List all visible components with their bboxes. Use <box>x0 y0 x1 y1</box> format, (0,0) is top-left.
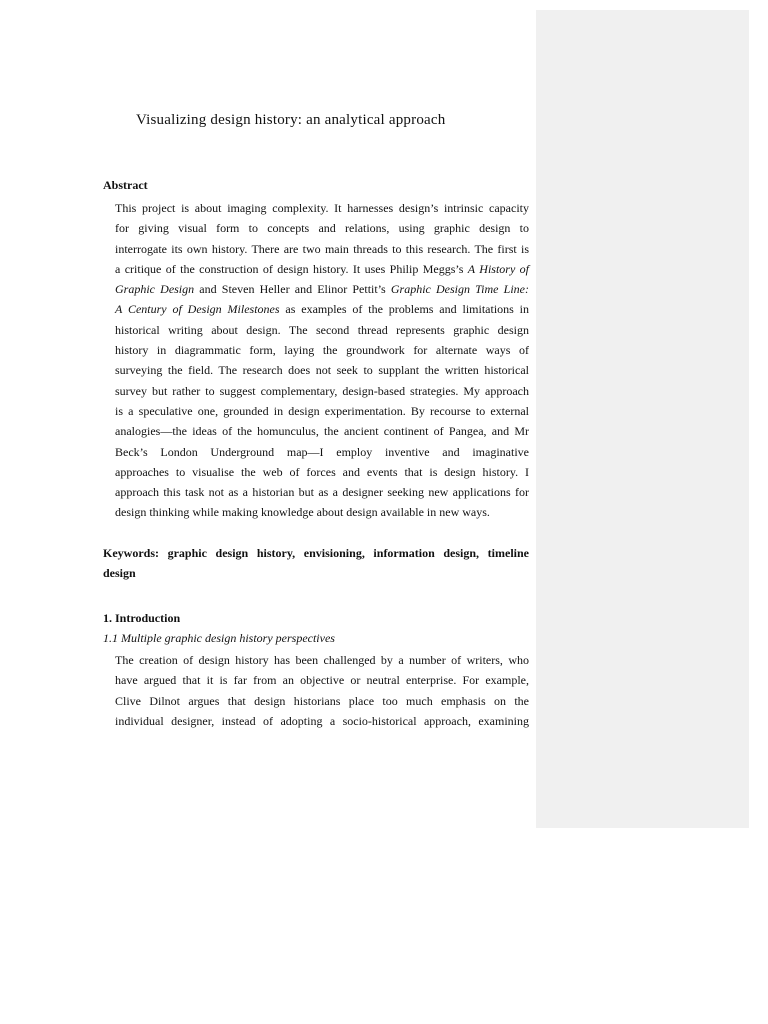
intro-line: The creation of design history has been challenged by a number of writers, who <box>115 653 529 667</box>
abstract-line: approaches to visualise the web of forces and events that is design history. I <box>115 464 529 479</box>
book-title: A History of <box>467 261 529 276</box>
abstract-line <box>115 279 529 299</box>
abstract-line: survey but rather to suggest complementary, design-based strategies. My approach <box>115 383 529 398</box>
abstract-line: surveying the field. The research does not seek to supplant the written historical <box>115 363 529 378</box>
abstract-text: as examples of the problems and limitations in <box>279 302 530 317</box>
keywords <box>103 543 529 584</box>
keywords-line: design <box>103 566 136 581</box>
book-title: Graphic Design Time Line: <box>390 282 529 297</box>
keywords-line: Keywords: graphic design history, envisioning, information design, timeline <box>103 546 529 560</box>
abstract-line <box>115 259 529 279</box>
intro-body <box>115 650 529 731</box>
section-heading: 1. Introduction <box>103 611 181 625</box>
abstract-text: a critique of the construction of design history. It uses Philip Meggs’s <box>115 261 468 276</box>
abstract-line: approach this task not as a historian but as a designer seeking new applications for <box>115 485 529 500</box>
abstract-line: history in diagrammatic form, laying the groundwork for alternate ways of <box>115 343 529 358</box>
intro-line: individual designer, instead of adopting a socio-historical approach, examining <box>115 713 529 728</box>
abstract-body <box>115 198 529 523</box>
side-panel <box>536 10 749 828</box>
abstract-heading: Abstract <box>103 178 148 192</box>
abstract-line: historical writing about design. The second thread represents graphic design <box>115 322 529 337</box>
abstract-line: interrogate its own history. There are two main threads to this research. The first is <box>115 241 529 256</box>
abstract-text: and Steven Heller and Elinor Pettit’s <box>194 282 391 297</box>
book-title: A Century of Design Milestones <box>115 302 280 317</box>
abstract-line: This project is about imaging complexity. It harnesses design’s intrinsic capacity <box>115 201 529 215</box>
page-title: Visualizing design history: an analytical approach <box>136 112 446 128</box>
abstract-line <box>115 299 529 319</box>
abstract-line: for giving visual form to concepts and relations, using graphic design to <box>115 221 529 236</box>
abstract-line: is a speculative one, grounded in design experimentation. By recourse to external <box>115 403 529 418</box>
abstract-line: analogies—the ideas of the homunculus, the ancient continent of Pangea, and Mr <box>115 424 529 439</box>
intro-line: Clive Dilnot argues that design historians place too much emphasis on the <box>115 693 529 708</box>
book-title: Graphic Design <box>115 282 195 297</box>
abstract-line: Beck’s London Underground map—I employ inventive and imaginative <box>115 444 529 459</box>
abstract-line: design thinking while making knowledge about design available in new ways. <box>115 505 490 520</box>
subsection-heading: 1.1 Multiple graphic design history perspectives <box>103 631 335 645</box>
intro-line: have argued that it is far from an objective or neutral enterprise. For example, <box>115 673 529 688</box>
